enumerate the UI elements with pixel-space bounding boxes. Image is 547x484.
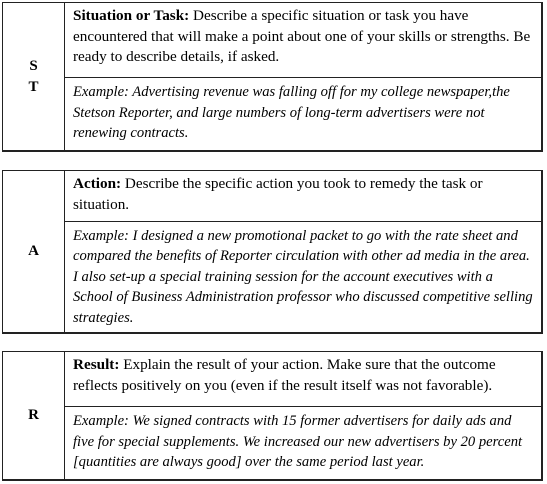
- letter-r: R: [28, 407, 39, 423]
- result-example: Example: We signed contracts with 15 former advertisers for daily ads and five for special supplements. We increased our new advertisers by 20 percent [quantities are always good] over the same period last year.: [73, 413, 523, 470]
- letter-a: A: [28, 243, 39, 259]
- situation-task-content: [65, 3, 541, 150]
- letter-t: T: [28, 78, 39, 95]
- action-description: [65, 171, 541, 222]
- result-text: Explain the result of your action. Make sure that the outcome reflects positively on you (even if the result itself was not favorable).: [73, 356, 496, 394]
- result-letter-cell: [3, 352, 65, 479]
- action-block: [2, 170, 543, 334]
- situation-task-description: [65, 3, 541, 78]
- action-content: [65, 171, 541, 332]
- result-block: [2, 351, 543, 481]
- situation-task-example: Example: Advertising revenue was falling off for my college newspaper,the Stetson Reporter, and large numbers of long-term advertisers were not renewing contracts.: [73, 84, 510, 141]
- result-content: [65, 352, 541, 479]
- situation-task-label: Situation or Task:: [73, 7, 190, 24]
- action-label: Action:: [73, 175, 122, 192]
- result-label: Result:: [73, 356, 120, 373]
- action-text: Describe the specific action you took to remedy the task or situation.: [73, 175, 483, 213]
- situation-task-block: [2, 2, 543, 152]
- situation-task-text: Describe a specific situation or task you have encountered that will make a point about one of your skills or strengths. Be ready to describe details, if asked.: [73, 7, 531, 65]
- action-example: Example: I designed a new promotional packet to go with the rate sheet and compared the benefits of Reporter circulation with other ad media in the area. I also set-up a special training session for the account executives with a School of Business Administration professor who discussed competitive selling strategies.: [73, 227, 533, 326]
- situation-task-letter-cell: [3, 3, 65, 150]
- letter-s: S: [29, 57, 38, 74]
- action-letter-cell: [3, 171, 65, 332]
- result-description: [65, 352, 541, 407]
